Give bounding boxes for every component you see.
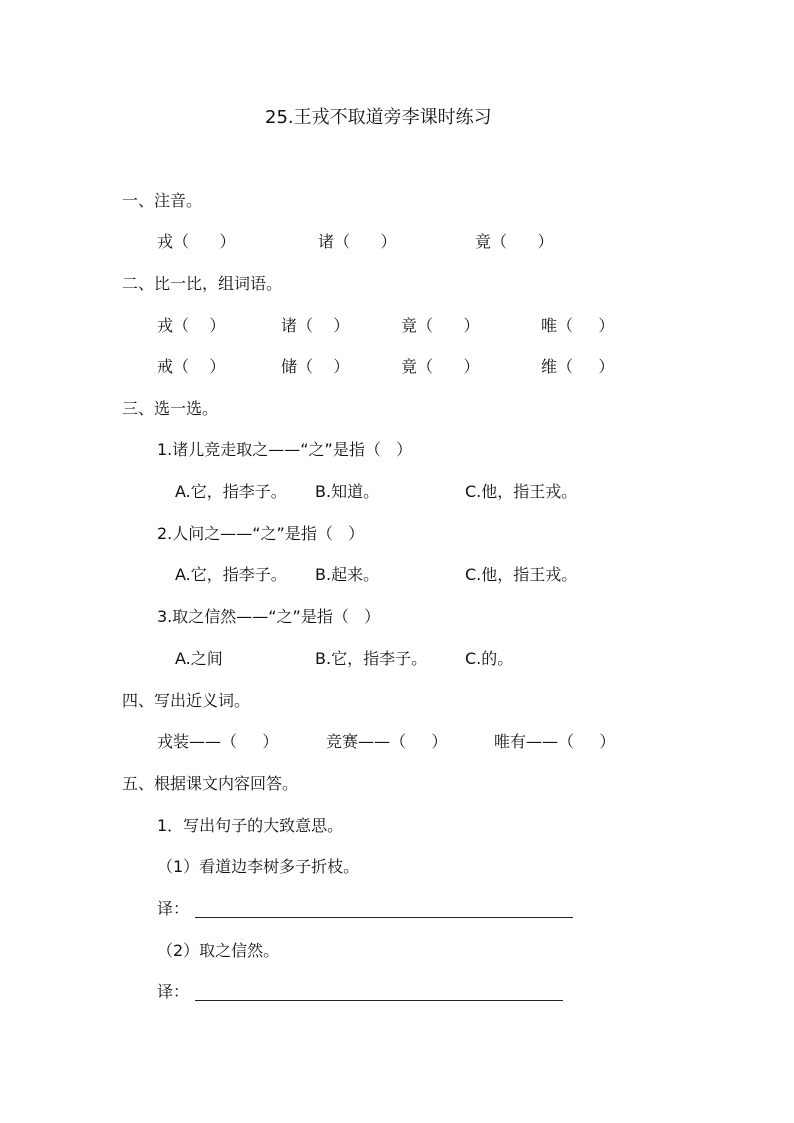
question-2: 2.人问之——“之”是指（ ） xyxy=(157,524,365,543)
compare-item: 戎（ ） xyxy=(157,316,226,335)
question-3: 3.取之信然——“之”是指（ ） xyxy=(157,607,381,626)
compare-item: 诸（ ） xyxy=(281,316,350,335)
compare-item: 唯（ ） xyxy=(541,316,615,335)
answer-line-2[interactable] xyxy=(195,1000,563,1001)
question-1: 1.诸儿竞走取之——“之”是指（ ） xyxy=(157,440,413,459)
option-a: A.之间 xyxy=(175,649,223,668)
section-1-heading: 一、注音。 xyxy=(122,191,203,210)
pinyin-item-1: 戎（ ） xyxy=(157,232,236,251)
compare-item: 竟（ ） xyxy=(401,357,480,376)
compare-item: 戒（ ） xyxy=(157,357,226,376)
option-a: A.它，指李子。 xyxy=(175,565,287,584)
translation-label-2: 译： xyxy=(157,982,190,1001)
page-title: 25.王戎不取道旁李课时练习 xyxy=(265,107,492,128)
option-b: B.它，指李子。 xyxy=(315,649,428,668)
compare-item: 维（ ） xyxy=(541,357,615,376)
question-5-1: 1．写出句子的大致意思。 xyxy=(157,816,344,835)
pinyin-item-3: 竟（ ） xyxy=(475,232,554,251)
option-b: B.起来。 xyxy=(315,565,380,584)
option-a: A.它，指李子。 xyxy=(175,482,287,501)
section-4-heading: 四、写出近义词。 xyxy=(122,691,251,710)
synonym-item-3: 唯有——（ ） xyxy=(494,732,616,751)
option-c: C.的。 xyxy=(465,649,514,668)
synonym-item-2: 竞赛——（ ） xyxy=(326,732,448,751)
option-c: C.他，指王戎。 xyxy=(465,482,578,501)
option-c: C.他，指王戎。 xyxy=(465,565,578,584)
pinyin-item-2: 诸（ ） xyxy=(318,232,397,251)
section-3-heading: 三、选一选。 xyxy=(122,399,219,418)
answer-line-1[interactable] xyxy=(195,917,573,918)
translation-label-1: 译： xyxy=(157,899,190,918)
sub-question-2: （2）取之信然。 xyxy=(157,941,280,960)
synonym-item-1: 戎装——（ ） xyxy=(157,732,279,751)
compare-item: 竟（ ） xyxy=(401,316,480,335)
option-b: B.知道。 xyxy=(315,482,380,501)
section-5-heading: 五、根据课文内容回答。 xyxy=(122,774,299,793)
section-2-heading: 二、比一比，组词语。 xyxy=(122,274,283,293)
compare-item: 储（ ） xyxy=(281,357,350,376)
sub-question-1: （1）看道边李树多子折枝。 xyxy=(157,857,360,876)
